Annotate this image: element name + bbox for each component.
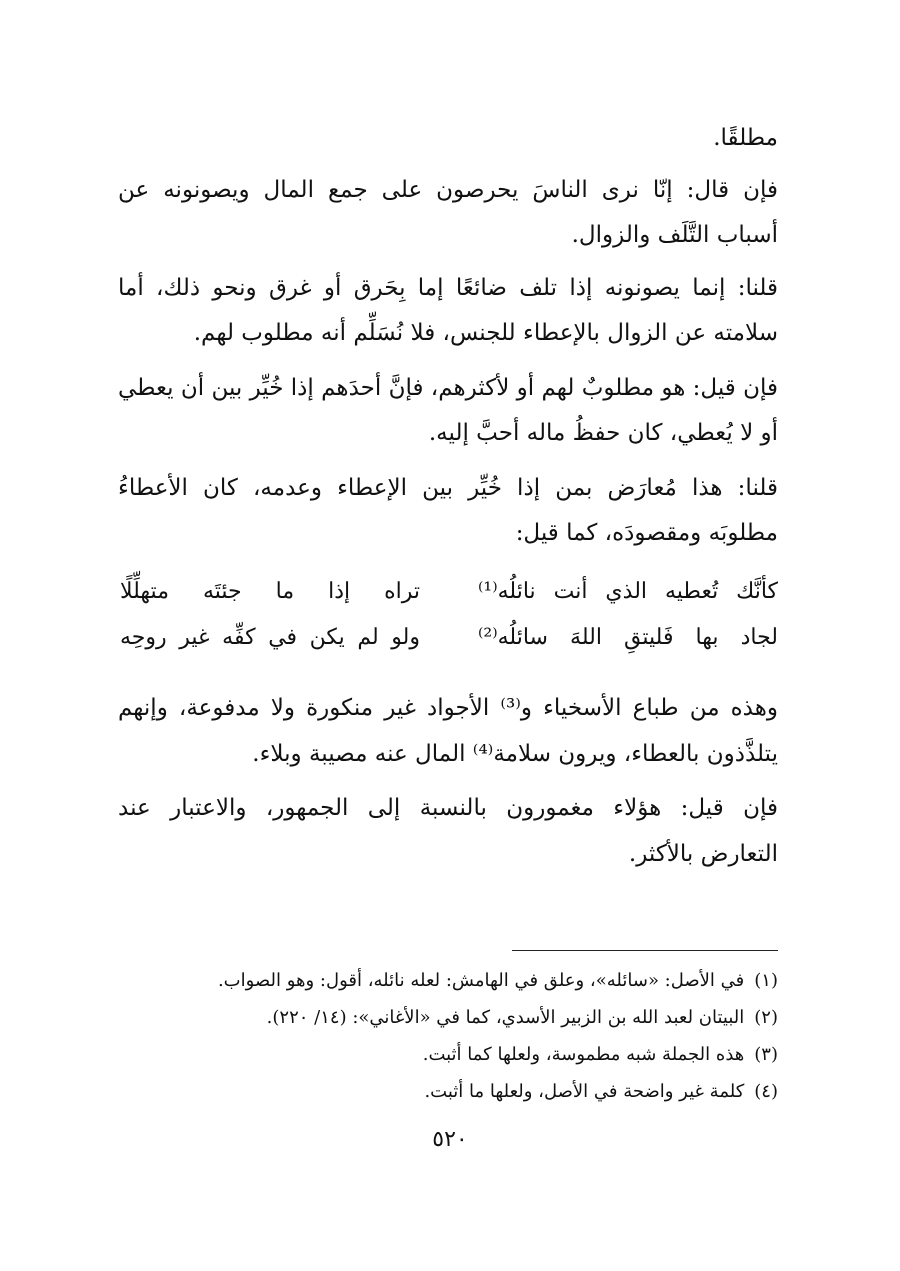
- body-line: فإن قيل: هو مطلوبٌ لهم أو لأكثرهم، فإنَّ أحدَهم إذا خُيِّر بين أن يعطي: [118, 375, 778, 401]
- footnote: [118, 1040, 778, 1070]
- body-line: يتلذَّذون بالعطاء، ويرون سلامة⁽⁴⁾ المال عنه مصيبة وبلاء.: [252, 741, 778, 767]
- verse-first-hemistich: تراه إذا ما جئتَه متهلِّلًا: [120, 579, 420, 604]
- body-line: أو لا يُعطي، كان حفظُ ماله أحبَّ إليه.: [428, 420, 778, 446]
- verse-first-hemistich: ولو لم يكن في كفِّه غير روحِه: [120, 625, 420, 650]
- body-line: سلامته عن الزوال بالإعطاء للجنس، فلا نُسَلِّم أنه مطلوب لهم.: [193, 320, 778, 346]
- footnote-text: في الأصل: «سائله»، وعلق في الهامش: لعله نائله، أقول: وهو الصواب.: [217, 970, 745, 991]
- footnote-number: (٢): [754, 1007, 778, 1028]
- body-line: وهذه من طباع الأسخياء و⁽³⁾ الأجواد غير منكورة ولا مدفوعة، وإنهم: [118, 695, 778, 721]
- body-line: فإن قيل: هؤلاء مغمورون بالنسبة إلى الجمهور، والاعتبار عند: [118, 795, 778, 821]
- body-line: فإن قال: إنّا نرى الناسَ يحرصون على جمع المال ويصونونه عن: [118, 177, 778, 203]
- footnote-number: (٤): [754, 1081, 778, 1102]
- body-line: التعارض بالأكثر.: [628, 841, 778, 867]
- footnote: [118, 1077, 778, 1107]
- body-line: أسباب التَّلَف والزوال.: [571, 222, 778, 248]
- verse-second-hemistich: كأنَّك تُعطيه الذي أنت نائلُه⁽¹⁾: [478, 579, 778, 604]
- footnote-number: (٣): [754, 1044, 778, 1065]
- footnote: [118, 966, 778, 996]
- body-line: مطلوبَه ومقصودَه، كما قيل:: [515, 520, 778, 546]
- footnote-divider: [512, 950, 778, 951]
- page-number: ٥٢٠: [432, 1127, 468, 1152]
- footnote: [118, 1003, 778, 1033]
- verse-second-hemistich: لجاد بها فَليتقِ اللهَ سائلُه⁽²⁾: [478, 625, 778, 650]
- footnote-text: البيتان لعبد الله بن الزبير الأسدي، كما في «الأغاني»: (١٤/ ٢٢٠).: [266, 1007, 745, 1028]
- footnote-text: هذه الجملة شبه مطموسة، ولعلها كما أثبت.: [422, 1044, 745, 1065]
- body-line: قلنا: هذا مُعارَض بمن إذا خُيِّر بين الإعطاء وعدمه، كان الأعطاءُ: [118, 475, 778, 501]
- body-line: قلنا: إنما يصونونه إذا تلف ضائعًا إما بِحَرق أو غرق ونحو ذلك، أما: [118, 275, 778, 301]
- body-line: مطلقًا.: [713, 125, 778, 151]
- footnote-number: (١): [754, 970, 778, 991]
- footnote-text: كلمة غير واضحة في الأصل، ولعلها ما أثبت.: [424, 1081, 745, 1102]
